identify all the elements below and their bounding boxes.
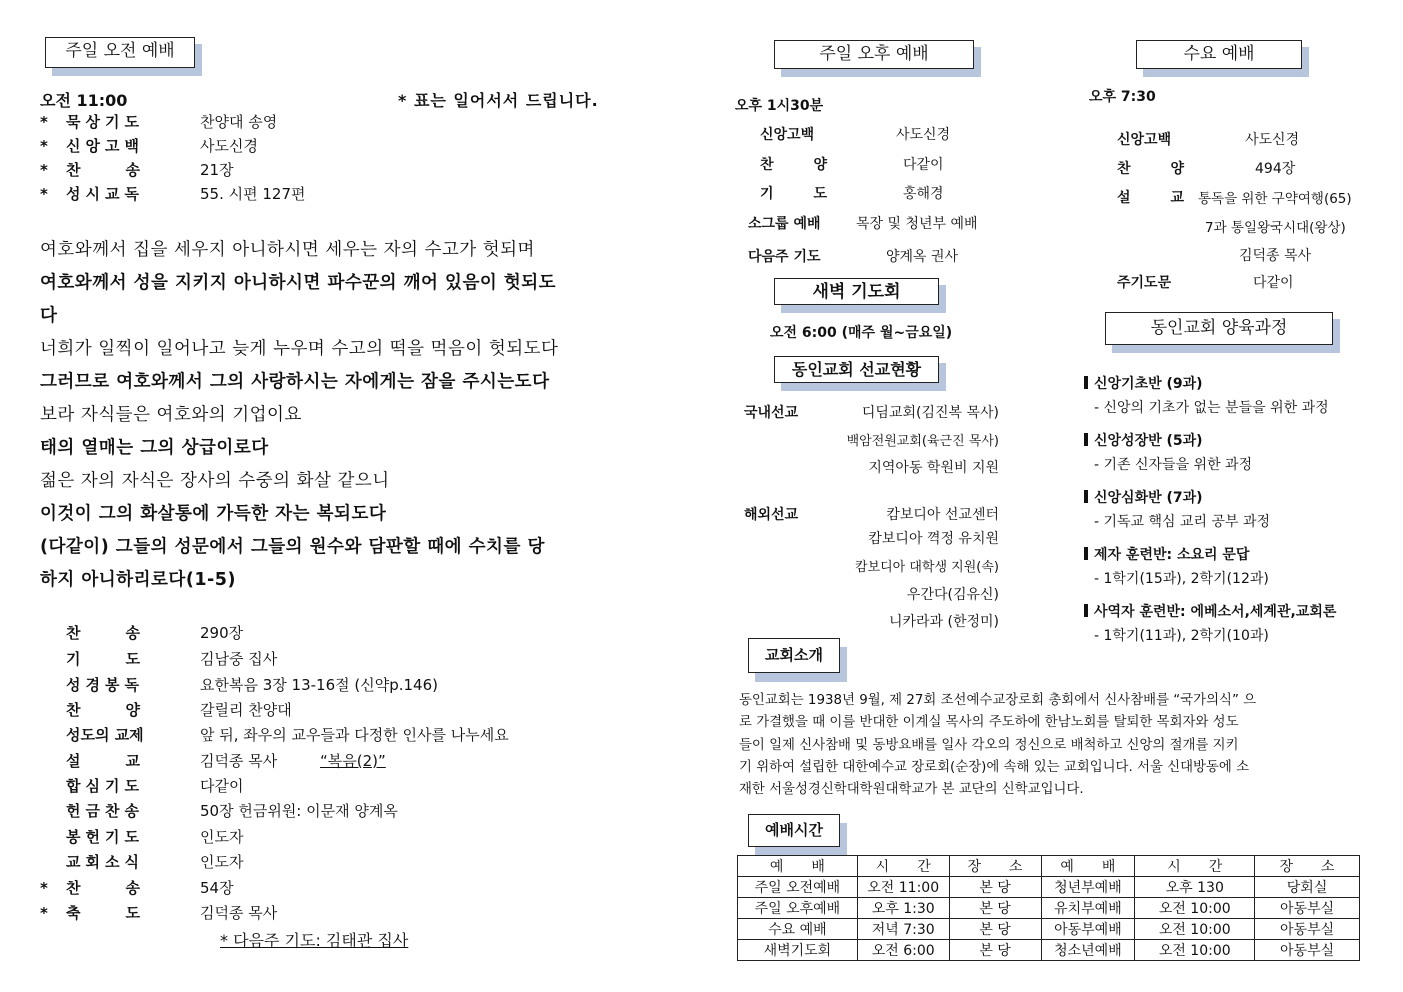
intro-title: 교회소개 <box>748 638 840 673</box>
order-value: 김남중 집사 <box>200 650 278 668</box>
bullet-bar-icon <box>1084 547 1088 560</box>
table-cell: 아동부예배 <box>1041 919 1135 940</box>
domestic-label: 국내선교 <box>744 405 799 421</box>
training-item-desc: - 기존 신자들을 위한 과정 <box>1094 457 1253 473</box>
order-value: 찬양대 송영 <box>200 113 278 131</box>
order-label: 찬 송 <box>66 624 145 642</box>
training-name-text: 신앙기초반 (9과) <box>1094 376 1203 392</box>
order-label: 교회소식 <box>66 853 144 871</box>
wednesday-service-title: 수요 예배 <box>1136 40 1302 69</box>
psalm-line: 여호와께서 집을 세우지 아니하시면 세우는 자의 수고가 헛되며 <box>40 240 535 260</box>
overseas-item: 캄보디아 껵정 유치원 <box>868 531 999 547</box>
table-header: 예 배 <box>1041 856 1135 877</box>
table-cell: 본 당 <box>949 877 1041 898</box>
psalm-line: 너희가 일찍이 일어나고 늦게 누우며 수고의 떡을 먹음이 헛되도다 <box>40 339 559 359</box>
order-value: 사도신경 <box>200 137 258 155</box>
table-cell: 수요 예배 <box>738 919 858 940</box>
table-cell: 유치부예배 <box>1041 898 1135 919</box>
order-row <box>40 159 234 180</box>
table-cell: 오후 1:30 <box>857 898 949 919</box>
order-value: 55. 시편 127편 <box>200 185 306 203</box>
table-cell: 당회실 <box>1255 877 1360 898</box>
training-item-name <box>1084 544 1249 564</box>
table-cell: 아동부실 <box>1255 919 1360 940</box>
order-value: 앞 뒤, 좌우의 교우들과 다정한 인사를 나누세요 <box>200 726 509 744</box>
wednesday-value: 김덕종 목사 <box>1239 248 1312 264</box>
afternoon-value: 다같이 <box>903 157 944 173</box>
table-row <box>738 877 1360 898</box>
wednesday-value: 통독을 위한 구약여행(65) <box>1198 191 1352 207</box>
stand-mark: * <box>40 185 48 203</box>
training-name-text: 신앙성장반 (5과) <box>1094 433 1203 449</box>
afternoon-label: 신앙고백 <box>760 127 815 143</box>
training-item-name <box>1084 373 1203 393</box>
training-name-text: 제자 훈련반: 소요리 문답 <box>1094 547 1250 563</box>
afternoon-label: 기 도 <box>760 186 832 202</box>
table-cell: 오후 130 <box>1135 877 1255 898</box>
bullet-bar-icon <box>1084 376 1088 389</box>
overseas-item: 우간다(김유신) <box>906 587 999 603</box>
order-row <box>40 135 258 156</box>
table-header-row <box>738 856 1360 877</box>
psalm-line: 다 <box>40 306 58 326</box>
overseas-label: 해외선교 <box>744 507 799 523</box>
psalm-line: 그러므로 여호와께서 그의 사랑하시는 자에게는 잠을 주시는도다 <box>40 372 550 392</box>
afternoon-time: 오후 1시30분 <box>735 98 824 114</box>
dawn-time: 오전 6:00 (매주 월~금요일) <box>770 325 953 341</box>
table-cell: 주일 오전예배 <box>738 877 858 898</box>
psalm-line: 보라 자식들은 여호와의 기업이요 <box>40 405 302 425</box>
order-label: 신앙고백 <box>66 137 144 155</box>
order-row <box>40 750 386 771</box>
table-row <box>738 898 1360 919</box>
morning-service-title: 주일 오전 예배 <box>45 37 195 68</box>
order-label: 찬 양 <box>66 701 145 719</box>
order-value: 21장 <box>200 161 234 179</box>
afternoon-value: 사도신경 <box>896 127 951 143</box>
bullet-bar-icon <box>1084 433 1088 446</box>
order-label: 성도의 교제 <box>66 726 144 744</box>
order-row <box>40 775 243 796</box>
afternoon-service-title: 주일 오후 예배 <box>774 40 974 69</box>
order-row <box>40 851 243 872</box>
morning-time: 오전 11:00 <box>40 91 128 110</box>
table-cell: 새벽기도회 <box>738 940 858 961</box>
training-item-desc: - 1학기(11과), 2학기(10과) <box>1094 628 1269 644</box>
overseas-item: 캄보디아 선교센터 <box>886 507 999 523</box>
psalm-line: (다같이) 그들의 성문에서 그들의 원수와 담판할 때에 수치를 당 <box>40 537 545 557</box>
stand-mark: * <box>40 879 48 897</box>
table-header: 장 소 <box>949 856 1041 877</box>
order-label: 성시교독 <box>66 185 144 203</box>
afternoon-label: 다음주 기도 <box>748 249 821 265</box>
psalm-line: 태의 열매는 그의 상급이로다 <box>40 438 269 458</box>
wednesday-time: 오후 7:30 <box>1089 89 1156 105</box>
wednesday-label: 신앙고백 <box>1117 132 1172 148</box>
order-label: 헌금찬송 <box>66 802 144 820</box>
training-item-name <box>1084 487 1203 507</box>
order-label: 성경봉독 <box>66 676 144 694</box>
order-row <box>40 674 438 695</box>
stand-note: * 표는 일어서서 드립니다. <box>398 91 599 110</box>
order-label: 찬 송 <box>66 161 145 179</box>
training-item-name <box>1084 601 1336 621</box>
table-cell: 오전 6:00 <box>857 940 949 961</box>
order-value: 갈릴리 찬양대 <box>200 701 292 719</box>
dawn-prayer-title: 새벽 기도회 <box>774 278 939 305</box>
table-cell: 오전 10:00 <box>1135 898 1255 919</box>
order-row <box>40 622 243 643</box>
order-value: 290장 <box>200 624 244 642</box>
wednesday-label: 찬 양 <box>1117 161 1189 177</box>
order-row <box>40 800 398 821</box>
intro-line: 재한 서울성경신학대학원대학교가 본 교단의 신학교입니다. <box>739 782 1084 797</box>
table-cell: 본 당 <box>949 940 1041 961</box>
overseas-item: 니카라과 (한정미) <box>888 614 999 630</box>
order-label: 합심기도 <box>66 777 144 795</box>
wednesday-label: 설 교 <box>1117 190 1189 206</box>
stand-mark: * <box>40 113 48 131</box>
training-item-desc: - 1학기(15과), 2학기(12과) <box>1094 571 1269 587</box>
order-label: 축 도 <box>66 904 145 922</box>
intro-line: 동인교회는 1938년 9월, 제 27회 조선예수교장로회 총회에서 신사참배를 “국가의식” 으 <box>739 693 1257 708</box>
order-row <box>40 648 277 669</box>
sermon-title: “복음(2)” <box>320 752 386 770</box>
bullet-bar-icon <box>1084 604 1088 617</box>
domestic-item: 디딤교회(김진복 목사) <box>861 405 999 421</box>
table-header: 예 배 <box>738 856 858 877</box>
order-value: 요한복음 3장 13-16절 (신약p.146) <box>200 676 438 694</box>
table-cell: 저녁 7:30 <box>857 919 949 940</box>
table-cell: 오전 10:00 <box>1135 940 1255 961</box>
stand-mark: * <box>40 137 48 155</box>
domestic-item: 백암전원교회(육근진 목사) <box>846 434 999 449</box>
order-row <box>40 902 277 923</box>
stand-mark: * <box>40 161 48 179</box>
next-week-prayer: * 다음주 기도: 김태관 집사 <box>220 931 409 950</box>
order-row <box>40 183 306 204</box>
domestic-item: 지역아동 학원비 지원 <box>868 460 999 476</box>
afternoon-label: 소그룹 예배 <box>748 216 821 232</box>
schedule-table <box>737 855 1360 961</box>
table-header: 시 간 <box>857 856 949 877</box>
table-header: 시 간 <box>1135 856 1255 877</box>
table-header: 장 소 <box>1255 856 1360 877</box>
psalm-line: 하지 아니하리로다(1-5) <box>40 570 236 590</box>
intro-line: 기 위하여 설립한 대한예수교 장로회(순장)에 속해 있는 교회입니다. 서울 신대방동에 소 <box>739 760 1250 775</box>
afternoon-label: 찬 양 <box>760 157 832 173</box>
overseas-item: 캄보디아 대학생 지원(속) <box>855 560 999 575</box>
table-cell: 아동부실 <box>1255 940 1360 961</box>
training-item-desc: - 기독교 핵심 교리 공부 과정 <box>1094 514 1271 530</box>
order-value: 김덕종 목사 <box>200 752 278 770</box>
training-name-text: 사역자 훈련반: 에베소서,세계관,교회론 <box>1094 604 1337 620</box>
table-cell: 주일 오후예배 <box>738 898 858 919</box>
mission-title: 동인교회 선교현황 <box>774 356 939 383</box>
order-value: 다같이 <box>200 777 244 795</box>
table-row <box>738 919 1360 940</box>
training-name-text: 신앙심화반 (7과) <box>1094 490 1203 506</box>
wednesday-value: 7과 통일왕국시대(왕상) <box>1205 220 1346 236</box>
order-row <box>40 826 243 847</box>
intro-line: 로 가결했을 때 이를 반대한 이계실 목사의 주도하에 한남노회를 탈퇴한 목회자와 성도 <box>739 715 1239 730</box>
wednesday-value: 사도신경 <box>1245 132 1300 148</box>
training-item-desc: - 신앙의 기초가 없는 분들을 위한 과정 <box>1094 400 1329 416</box>
table-cell: 오전 10:00 <box>1135 919 1255 940</box>
order-row <box>40 877 234 898</box>
table-cell: 청소년예배 <box>1041 940 1135 961</box>
wednesday-label: 주기도문 <box>1117 275 1172 291</box>
order-row <box>40 724 509 745</box>
order-label: 설 교 <box>66 752 145 770</box>
order-label: 기 도 <box>66 650 145 668</box>
table-row <box>738 940 1360 961</box>
wednesday-value: 494장 <box>1255 161 1296 177</box>
order-value: 김덕종 목사 <box>200 904 278 922</box>
table-cell: 아동부실 <box>1255 898 1360 919</box>
order-value: 인도자 <box>200 853 244 871</box>
table-cell: 본 당 <box>949 898 1041 919</box>
order-value: 인도자 <box>200 828 244 846</box>
order-value: 54장 <box>200 879 234 897</box>
order-label: 묵상기도 <box>66 113 144 131</box>
wednesday-value: 다같이 <box>1253 275 1294 291</box>
order-label: 봉헌기도 <box>66 828 144 846</box>
schedule-title: 예배시간 <box>748 814 840 847</box>
order-row <box>40 111 277 132</box>
afternoon-value: 목장 및 청년부 예배 <box>856 216 978 232</box>
table-cell: 본 당 <box>949 919 1041 940</box>
afternoon-value: 홍해경 <box>903 186 944 202</box>
order-label: 찬 송 <box>66 879 145 897</box>
bullet-bar-icon <box>1084 490 1088 503</box>
order-value: 50장 헌금위원: 이문재 양계옥 <box>200 802 398 820</box>
psalm-line: 젊은 자의 자식은 장사의 수중의 화살 같으니 <box>40 471 390 491</box>
stand-mark: * <box>40 904 48 922</box>
intro-line: 들이 일제 신사참배 및 동방요배를 일사 각오의 정신으로 배척하고 신앙의 절개를 지키 <box>739 738 1239 753</box>
table-cell: 오전 11:00 <box>857 877 949 898</box>
table-cell: 청년부예배 <box>1041 877 1135 898</box>
training-item-name <box>1084 430 1203 450</box>
order-row <box>40 699 292 720</box>
psalm-line: 이것이 그의 화살통에 가득한 자는 복되도다 <box>40 504 387 524</box>
training-title: 동인교회 양육과정 <box>1105 312 1333 345</box>
afternoon-value: 양계옥 권사 <box>886 249 959 265</box>
psalm-line: 여호와께서 성을 지키지 아니하시면 파수꾼의 깨어 있음이 헛되도 <box>40 273 557 293</box>
